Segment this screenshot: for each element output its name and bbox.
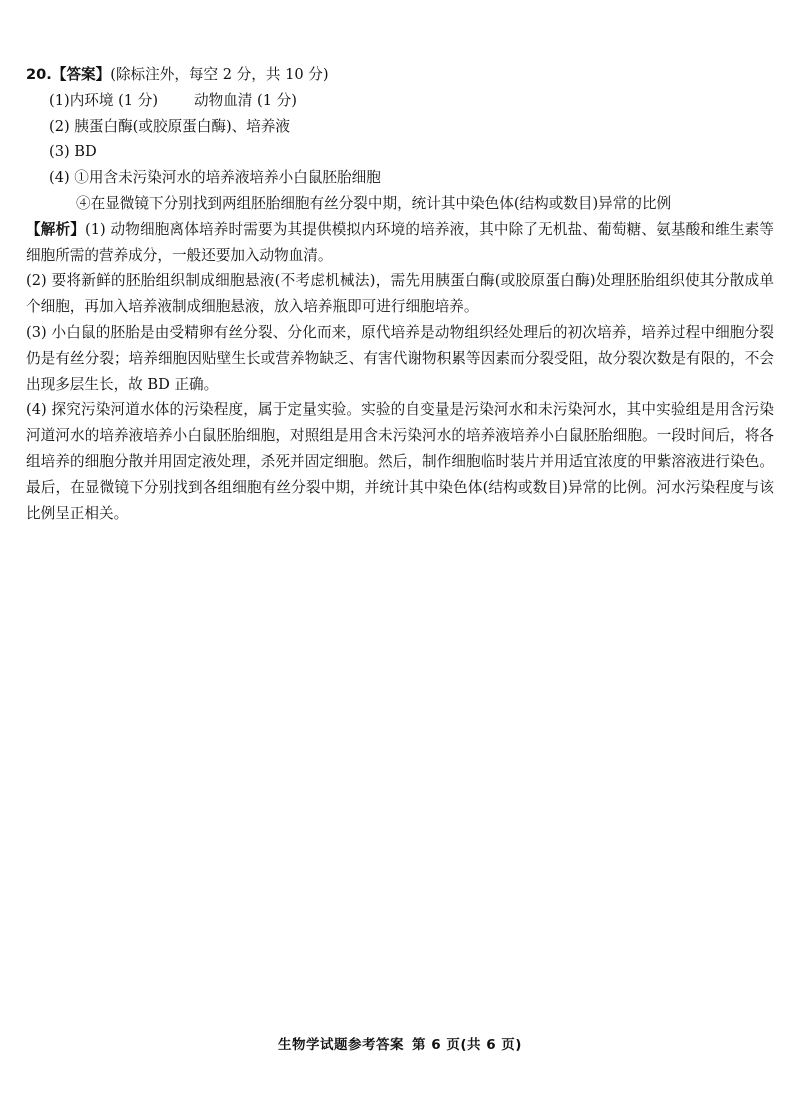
answer-line-3: (3) BD	[49, 143, 97, 161]
analysis-tag: 【解析】	[26, 220, 85, 238]
answer-1-label: (1)	[49, 91, 70, 109]
answer-1-part1: 内环境 (1 分)	[69, 91, 159, 109]
answer-line-2: (2) 胰蛋白酶(或胶原蛋白酶)、培养液	[49, 117, 291, 135]
answer-tag: 【答案】	[51, 66, 111, 83]
analysis-paragraph-3: (3) 小白鼠的胚胎是由受精卵有丝分裂、分化而来，原代培养是动物组织经处理后的初次培养，培养过程中细胞分裂仍是有丝分裂；培养细胞因贴壁生长或营养物缺乏、有害代谢物积累等因素而分裂受阻，故分裂次数是有限的，不会出现多层生长，故 BD 正确。	[26, 323, 774, 393]
answer-line-4-4: ④在显微镜下分别找到两组胚胎细胞有丝分裂中期，统计其中染色体(结构或数目)异常的比例	[76, 194, 672, 212]
footer-page-number: 第 6 页(共 6 页)	[412, 1037, 522, 1053]
answer-line-4-1: (4) ①用含未污染河水的培养液培养小白鼠胚胎细胞	[49, 169, 381, 187]
answer-content	[26, 62, 774, 526]
question-number: 20.	[26, 66, 52, 83]
footer-title: 生物学试题参考答案	[278, 1037, 405, 1053]
answer-header-line	[26, 62, 774, 88]
answer-1-part2: 动物血清 (1 分)	[194, 91, 297, 109]
analysis-paragraph-2: (2) 要将新鲜的胚胎组织制成细胞悬液(不考虑机械法)，需先用胰蛋白酶(或胶原蛋白酶)处理胚胎组织使其分散成单个细胞，再加入培养液制成细胞悬液，放入培养瓶即可进行细胞培养。	[26, 272, 774, 316]
page-footer	[0, 1033, 800, 1053]
analysis-paragraph-1	[26, 217, 774, 269]
analysis-paragraph-4: (4) 探究污染河道水体的污染程度，属于定量实验。实验的自变量是污染河水和未污染河水，其中实验组是用含污染河道河水的培养液培养小白鼠胚胎细胞，对照组是用含未污染河水的培养液培养小白鼠胚胎细胞。一段时间后，将各组培养的细胞分散并用固定液处理，杀死并固定细胞。然后，制作细胞临时装片并用适宜浓度的甲紫溶液进行染色。最后，在显微镜下分别找到各组细胞有丝分裂中期，并统计其中染色体(结构或数目)异常的比例。河水污染程度与该比例呈正相关。	[26, 401, 774, 522]
analysis-1-text: (1) 动物细胞离体培养时需要为其提供模拟内环境的培养液，其中除了无机盐、葡萄糖、氨基酸和维生素等细胞所需的营养成分，一般还要加入动物血清。	[26, 220, 774, 264]
answer-scoring-note: (除标注外，每空 2 分，共 10 分)	[110, 66, 329, 83]
answer-line-1	[26, 88, 774, 114]
